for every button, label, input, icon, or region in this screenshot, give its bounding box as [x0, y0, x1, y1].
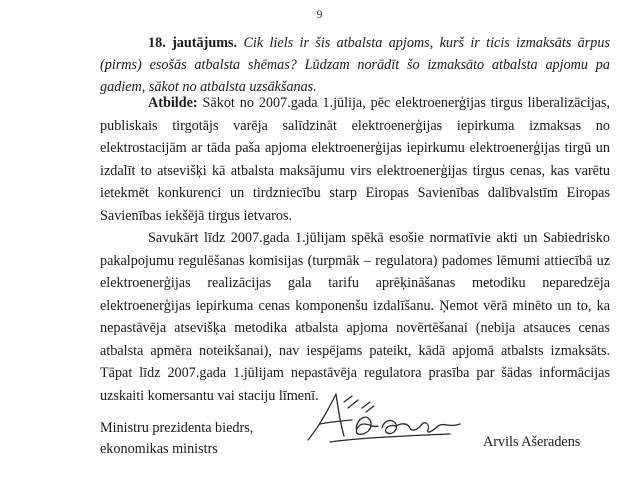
- signatory-title-line-2: ekonomikas ministrs: [100, 441, 218, 457]
- signatory-title: [100, 418, 253, 460]
- signatory-name: Arvils Ašeradens: [483, 434, 581, 450]
- handwritten-signature: [300, 388, 470, 448]
- question-label: 18. jautājums.: [148, 35, 238, 51]
- answer-paragraph-1: [100, 92, 610, 227]
- answer-paragraph-2: Savukārt līdz 2007.gada 1.jūlijam spēkā esošie normatīvie akti un Sabiedrisko pakalpojumu regulēšanas komisijas (turpmāk – regulatora) padomes lēmumi attiecībā uz elektroenerģijas realizācijas gala tarifu aprēķināšanas metodiku neparedzēja elektroenerģijas iepirkuma cenas komponenšu izdalīšanu. Ņemot vērā minēto un to, ka nepastāvēja atsevišķa metodika atbalsta apjoma novērtēšanai (nebija atsauces cenas atbalsta apmēra noteikšanai), nav iespējams pateikt, kādā apjomā atbalsts izmaksāts. Tāpat līdz 2007.gada 1.jūlijam nepastāvēja regulatora prasība par šādas informācijas uzskaiti komersantu vai staciju līmenī.: [100, 230, 610, 404]
- signatory-title-line-1: Ministru prezidenta biedrs,: [100, 420, 254, 436]
- question-block: [100, 32, 610, 98]
- question-text: Cik liels ir šis atbalsta apjoms, kurš ir ticis izmaksāts ārpus (pirms) esošās atbalsta shēmas? Lūdzam norādīt šo izmaksāto atbalsta apjomu pa gadiem, sākot no atbalsta uzsākšanas.: [100, 35, 611, 95]
- answer-label: Atbilde:: [148, 95, 198, 111]
- answer-paragraph-1-text: Sākot no 2007.gada 1.jūlija, pēc elektroenerģijas tirgus liberalizācijas, publiskais tirgotājs varēja salīdzināt elektroenerģijas iepirkuma izmaksas no elektrostacijām ar tāda paša apjoma elektroenerģijas iepirkumu elektroenerģijas tirgū un izdalīt to atsevišķi kā atbalsta maksājumu virs elektroenerģijas tirgus cenas, kas varētu ietekmēt konkurenci un tirdzniecību starp Eiropas Savienības dalībvalstīm Eiropas Savienības iekšējā tirgus ietvaros.: [100, 95, 610, 224]
- page-number: 9: [316, 7, 323, 21]
- answer-block: [100, 92, 610, 407]
